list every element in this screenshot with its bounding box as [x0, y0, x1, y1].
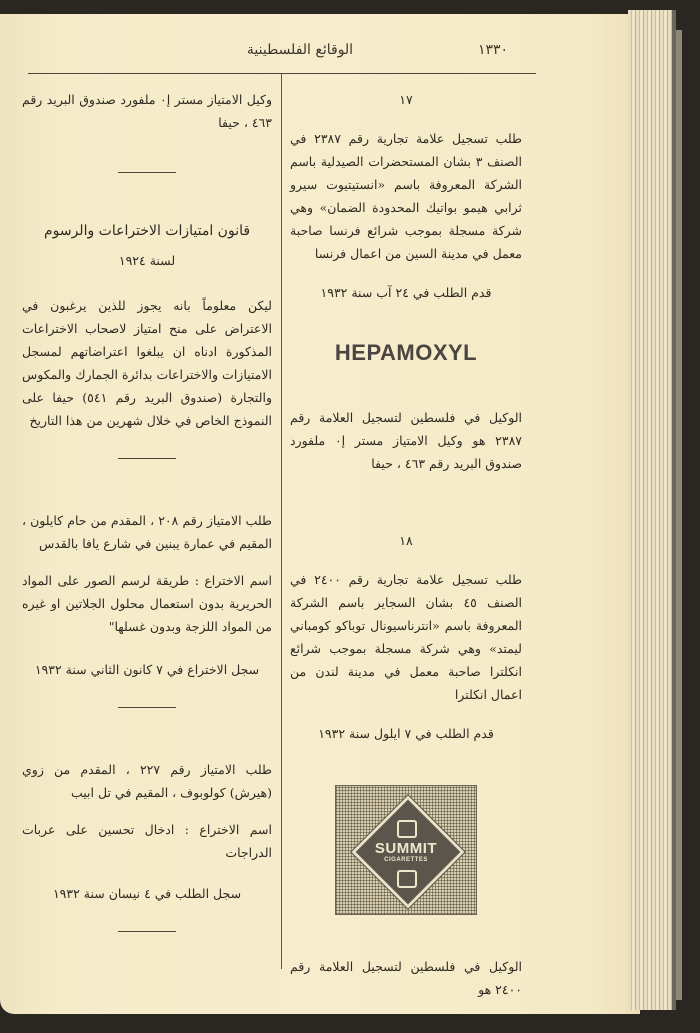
right-column — [290, 88, 522, 1001]
trademark-application: طلب تسجيل علامة تجارية رقم ٢٣٨٧ في الصنف ٣ بشان المستحضرات الصيدلية باسم الشركة المعروفة باسم «انستيتيوت سيرو ثرابي هيمو بواتيك المحدودة الضمان» وهي شركة مسجلة بموجب شرائع فرنسا صاحبة معمل في مدينة السين من اعمال فرنسا — [290, 131, 522, 261]
law-title: قانون امتيازات الاختراعات والرسوم — [43, 223, 251, 239]
invention-name: اسم الاختراع : طريقة لرسم الصور على المواد الحريرية بدون استعمال محلول الجلاتين او غيره من المواد اللزجة وبدون غسلها" — [22, 573, 272, 634]
patent-application: طلب الامتياز رقم ٢٠٨ ، المقدم من حام كايلون ، المقيم في عمارة يبنين في شارع يافا بالقدس — [22, 513, 272, 551]
registration-date: سجل الاختراع في ٧ كانون الثاني سنة ١٩٣٢ — [34, 662, 260, 677]
left-column — [22, 88, 272, 932]
filing-date: قدم الطلب في ٢٤ آب سنة ١٩٣٢ — [320, 285, 492, 300]
filing-date: قدم الطلب في ٧ ايلول سنة ١٩٣٢ — [318, 726, 494, 741]
logo-subtitle: CIGARETTES — [384, 857, 428, 863]
page-number: ١٣٣٠ — [478, 42, 509, 58]
objection-notice: ليكن معلوماً بانه يجوز للذين يرغبون في الاعتراض على منح امتياز لاصحاب الاختراعات المذكورة ادناه ان يبلغوا اعتراضاتهم لمسجل الامتيازات والاختراعات بدائرة الجمارك والمكوس والتجارة (صندوق البريد رقم ٥٤١) حيفا على النموذج الخاص في خلال شهرين من هذا التاريخ — [22, 298, 272, 428]
header-rule — [28, 73, 536, 74]
mark-number: ١٨ — [399, 533, 413, 548]
gazette-title: الوقائع الفلسطينية — [246, 42, 354, 58]
invention-name: اسم الاختراع : ادخال تحسين على عربات الدراجات — [22, 822, 272, 860]
summit-trademark-logo — [335, 785, 477, 915]
law-year: لسنة ١٩٢٤ — [118, 253, 176, 268]
logo-word: SUMMIT — [374, 840, 438, 857]
agent-info: الوكيل في فلسطين لتسجيل العلامة رقم ٢٣٨٧ هو وكيل الامتياز مستر إ٠ ملفورد صندوق البريد رقم ٤٦٣ ، حيفا — [290, 410, 522, 471]
registration-date: سجل الطلب في ٤ نيسان سنة ١٩٣٢ — [52, 886, 242, 901]
agent-info: الوكيل في فلسطين لتسجيل العلامة رقم ٢٤٠٠ هو — [290, 959, 522, 997]
monogram-icon — [397, 870, 417, 888]
monogram-icon — [397, 820, 417, 838]
column-divider — [281, 74, 282, 969]
trademark-wordmark: HEPAMOXYL — [334, 340, 478, 365]
trademark-application: طلب تسجيل علامة تجارية رقم ٢٤٠٠ في الصنف ٤٥ بشان السجاير باسم الشركة المعروفة باسم «انترناسيونال توباكو كومباني ليمتد» وهي شركة مسجلة بموجب شرائع انكلترا صاحبة معمل في مدينة لندن من اعمال انكلترا — [290, 572, 522, 702]
mark-number: ١٧ — [399, 92, 413, 107]
patent-application: طلب الامتياز رقم ٢٢٧ ، المقدم من زوي (هيرش) كولوبوف ، المقيم في تل ابيب — [22, 762, 272, 800]
book-page-edges — [628, 10, 676, 1010]
continuation-text: وكيل الامتياز مستر إ٠ ملفورد صندوق البريد رقم ٤٦٣ ، حيفا — [22, 92, 272, 130]
separator — [118, 931, 176, 932]
